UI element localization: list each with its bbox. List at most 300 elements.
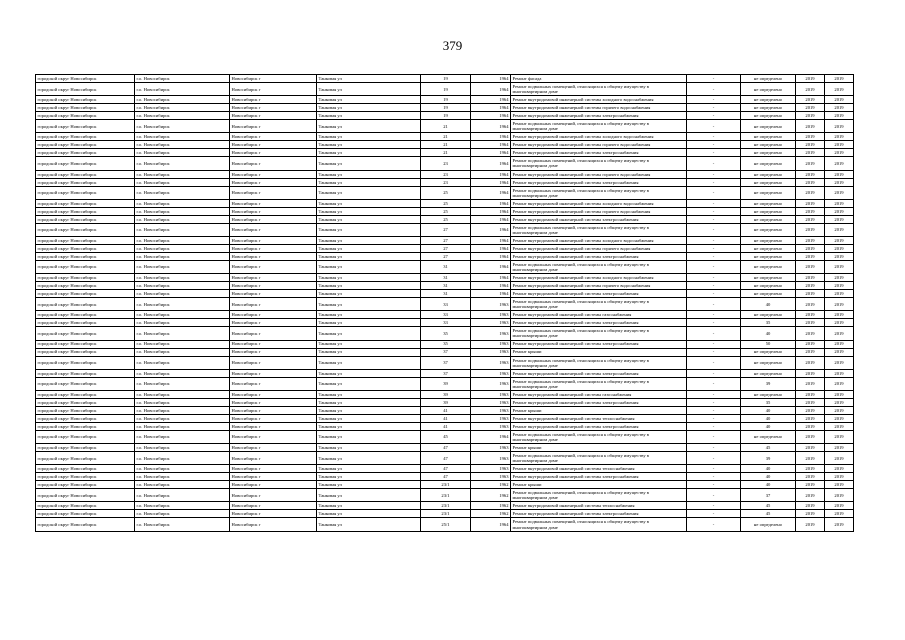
street-cell: Танковая ул xyxy=(317,422,421,430)
work-type-cell: Ремонт подвальных помещений, относящихся к общему имуществу в многоквартирном доме xyxy=(511,356,687,369)
build-year-cell: 1964 xyxy=(471,96,511,104)
settlement-cell: г.о. Новосибирск xyxy=(135,252,230,260)
settlement-cell: г.о. Новосибирск xyxy=(135,186,230,199)
work-type-cell: Ремонт внутридомовой инженерной системы холодного водоснабжения xyxy=(511,236,687,244)
city-cell: Новосибирск г xyxy=(230,83,317,96)
street-cell: Танковая ул xyxy=(317,298,421,311)
build-year-cell: 1964 xyxy=(471,112,511,120)
district-cell: городской округ Новосибирск xyxy=(36,518,135,531)
work-type-cell: Ремонт внутридомовой инженерной системы электроснабжения xyxy=(511,473,687,481)
street-cell: Танковая ул xyxy=(317,502,421,510)
table-row xyxy=(36,510,854,518)
city-cell: Новосибирск г xyxy=(230,489,317,502)
plan-year-end-cell: 2019 xyxy=(825,244,854,252)
plan-year-start-cell: 2019 xyxy=(796,377,825,390)
plan-year-start-cell: 2019 xyxy=(796,311,825,319)
build-year-cell: 1963 xyxy=(471,465,511,473)
value-cell: не определено xyxy=(741,260,796,273)
settlement-cell: г.о. Новосибирск xyxy=(135,390,230,398)
plan-year-start-cell: 2019 xyxy=(796,244,825,252)
street-cell: Танковая ул xyxy=(317,170,421,178)
district-cell: городской округ Новосибирск xyxy=(36,282,135,290)
table-row xyxy=(36,260,854,273)
work-type-cell: Ремонт подвальных помещений, относящихся к общему имуществу в многоквартирном доме xyxy=(511,223,687,236)
street-cell: Танковая ул xyxy=(317,489,421,502)
build-year-cell: 1963 xyxy=(471,327,511,340)
value-cell: не определено xyxy=(741,311,796,319)
house-number-cell: 35 xyxy=(421,327,471,340)
district-cell: городской округ Новосибирск xyxy=(36,452,135,465)
work-type-cell: Ремонт внутридомовой инженерной системы холодного водоснабжения xyxy=(511,96,687,104)
work-type-cell: Ремонт внутридомовой инженерной системы электроснабжения xyxy=(511,290,687,298)
build-year-cell: 1964 xyxy=(471,274,511,282)
settlement-cell: г.о. Новосибирск xyxy=(135,199,230,207)
plan-year-end-cell: 2019 xyxy=(825,282,854,290)
table-row xyxy=(36,356,854,369)
mark-cell: - xyxy=(687,141,741,149)
city-cell: Новосибирск г xyxy=(230,414,317,422)
build-year-cell: 1964 xyxy=(471,170,511,178)
plan-year-end-cell: 2019 xyxy=(825,430,854,443)
city-cell: Новосибирск г xyxy=(230,274,317,282)
plan-year-start-cell: 2019 xyxy=(796,252,825,260)
build-year-cell: 1963 xyxy=(471,414,511,422)
work-type-cell: Ремонт внутридомовой инженерной системы теплоснабжения xyxy=(511,465,687,473)
plan-year-start-cell: 2019 xyxy=(796,369,825,377)
street-cell: Танковая ул xyxy=(317,236,421,244)
house-number-cell: 37 xyxy=(421,356,471,369)
plan-year-end-cell: 2019 xyxy=(825,444,854,452)
work-type-cell: Ремонт подвальных помещений, относящихся к общему имуществу в многоквартирном доме xyxy=(511,518,687,531)
plan-year-end-cell: 2019 xyxy=(825,452,854,465)
street-cell: Танковая ул xyxy=(317,157,421,170)
house-number-cell: 19 xyxy=(421,104,471,112)
house-number-cell: 25/1 xyxy=(421,518,471,531)
house-number-cell: 21 xyxy=(421,133,471,141)
work-type-cell: Ремонт внутридомовой инженерной системы электроснабжения xyxy=(511,422,687,430)
city-cell: Новосибирск г xyxy=(230,75,317,83)
table-row xyxy=(36,422,854,430)
value-cell: не определено xyxy=(741,390,796,398)
plan-year-start-cell: 2019 xyxy=(796,327,825,340)
plan-year-start-cell: 2019 xyxy=(796,282,825,290)
table-row xyxy=(36,244,854,252)
city-cell: Новосибирск г xyxy=(230,120,317,133)
plan-year-end-cell: 2019 xyxy=(825,252,854,260)
mark-cell: - xyxy=(687,96,741,104)
house-number-cell: 45 xyxy=(421,430,471,443)
plan-year-end-cell: 2019 xyxy=(825,422,854,430)
settlement-cell: г.о. Новосибирск xyxy=(135,104,230,112)
value-cell: не определено xyxy=(741,430,796,443)
city-cell: Новосибирск г xyxy=(230,327,317,340)
house-number-cell: 33 xyxy=(421,298,471,311)
table-row xyxy=(36,390,854,398)
work-type-cell: Ремонт внутридомовой инженерной системы электроснабжения xyxy=(511,149,687,157)
street-cell: Танковая ул xyxy=(317,290,421,298)
district-cell: городской округ Новосибирск xyxy=(36,356,135,369)
plan-year-end-cell: 2019 xyxy=(825,390,854,398)
work-type-cell: Ремонт внутридомовой инженерной системы холодного водоснабжения xyxy=(511,199,687,207)
city-cell: Новосибирск г xyxy=(230,260,317,273)
value-cell: не определено xyxy=(741,104,796,112)
settlement-cell: г.о. Новосибирск xyxy=(135,290,230,298)
work-type-cell: Ремонт подвальных помещений, относящихся к общему имуществу в многоквартирном доме xyxy=(511,377,687,390)
table-row xyxy=(36,298,854,311)
plan-year-start-cell: 2019 xyxy=(796,75,825,83)
work-type-cell: Ремонт внутридомовой инженерной системы горячего водоснабжения xyxy=(511,244,687,252)
settlement-cell: г.о. Новосибирск xyxy=(135,430,230,443)
mark-cell: - xyxy=(687,112,741,120)
plan-year-start-cell: 2019 xyxy=(796,260,825,273)
mark-cell: - xyxy=(687,274,741,282)
plan-year-start-cell: 2019 xyxy=(796,481,825,489)
mark-cell: - xyxy=(687,518,741,531)
city-cell: Новосибирск г xyxy=(230,502,317,510)
settlement-cell: г.о. Новосибирск xyxy=(135,274,230,282)
plan-year-start-cell: 2019 xyxy=(796,178,825,186)
settlement-cell: г.о. Новосибирск xyxy=(135,518,230,531)
plan-year-end-cell: 2019 xyxy=(825,502,854,510)
street-cell: Танковая ул xyxy=(317,414,421,422)
district-cell: городской округ Новосибирск xyxy=(36,502,135,510)
city-cell: Новосибирск г xyxy=(230,252,317,260)
value-cell: 35 xyxy=(741,319,796,327)
build-year-cell: 1963 xyxy=(471,319,511,327)
plan-year-end-cell: 2019 xyxy=(825,236,854,244)
settlement-cell: г.о. Новосибирск xyxy=(135,223,230,236)
value-cell: 39 xyxy=(741,452,796,465)
district-cell: городской округ Новосибирск xyxy=(36,207,135,215)
street-cell: Танковая ул xyxy=(317,348,421,356)
value-cell: не определено xyxy=(741,120,796,133)
house-number-cell: 23/1 xyxy=(421,510,471,518)
district-cell: городской округ Новосибирск xyxy=(36,311,135,319)
plan-year-end-cell: 2019 xyxy=(825,414,854,422)
build-year-cell: 1963 xyxy=(471,444,511,452)
house-number-cell: 25 xyxy=(421,207,471,215)
city-cell: Новосибирск г xyxy=(230,236,317,244)
district-cell: городской округ Новосибирск xyxy=(36,157,135,170)
mark-cell: - xyxy=(687,422,741,430)
build-year-cell: 1964 xyxy=(471,178,511,186)
street-cell: Танковая ул xyxy=(317,406,421,414)
table-row xyxy=(36,83,854,96)
value-cell: 40 xyxy=(741,298,796,311)
settlement-cell: г.о. Новосибирск xyxy=(135,398,230,406)
settlement-cell: г.о. Новосибирск xyxy=(135,422,230,430)
settlement-cell: г.о. Новосибирск xyxy=(135,215,230,223)
build-year-cell: 1963 xyxy=(471,356,511,369)
plan-year-start-cell: 2019 xyxy=(796,489,825,502)
build-year-cell: 1963 xyxy=(471,422,511,430)
value-cell: 45 xyxy=(741,510,796,518)
city-cell: Новосибирск г xyxy=(230,157,317,170)
plan-year-end-cell: 2019 xyxy=(825,215,854,223)
table-row xyxy=(36,452,854,465)
street-cell: Танковая ул xyxy=(317,186,421,199)
plan-year-start-cell: 2019 xyxy=(796,112,825,120)
city-cell: Новосибирск г xyxy=(230,481,317,489)
table-row xyxy=(36,502,854,510)
mark-cell: - xyxy=(687,133,741,141)
plan-year-start-cell: 2019 xyxy=(796,83,825,96)
street-cell: Танковая ул xyxy=(317,178,421,186)
plan-year-end-cell: 2019 xyxy=(825,298,854,311)
house-number-cell: 23/1 xyxy=(421,502,471,510)
mark-cell: - xyxy=(687,83,741,96)
street-cell: Танковая ул xyxy=(317,282,421,290)
settlement-cell: г.о. Новосибирск xyxy=(135,348,230,356)
build-year-cell: 1964 xyxy=(471,223,511,236)
build-year-cell: 1962 xyxy=(471,502,511,510)
city-cell: Новосибирск г xyxy=(230,319,317,327)
city-cell: Новосибирск г xyxy=(230,510,317,518)
work-type-cell: Ремонт внутридомовой инженерной системы электроснабжения xyxy=(511,319,687,327)
plan-year-end-cell: 2019 xyxy=(825,178,854,186)
city-cell: Новосибирск г xyxy=(230,356,317,369)
plan-year-start-cell: 2019 xyxy=(796,96,825,104)
plan-year-end-cell: 2019 xyxy=(825,481,854,489)
city-cell: Новосибирск г xyxy=(230,290,317,298)
settlement-cell: г.о. Новосибирск xyxy=(135,414,230,422)
plan-year-end-cell: 2019 xyxy=(825,348,854,356)
plan-year-start-cell: 2019 xyxy=(796,298,825,311)
city-cell: Новосибирск г xyxy=(230,406,317,414)
city-cell: Новосибирск г xyxy=(230,298,317,311)
table-row xyxy=(36,120,854,133)
street-cell: Танковая ул xyxy=(317,252,421,260)
district-cell: городской округ Новосибирск xyxy=(36,290,135,298)
mark-cell: - xyxy=(687,340,741,348)
table-row xyxy=(36,340,854,348)
build-year-cell: 1963 xyxy=(471,473,511,481)
work-type-cell: Ремонт внутридомовой инженерной системы теплоснабжения xyxy=(511,502,687,510)
district-cell: городской округ Новосибирск xyxy=(36,186,135,199)
work-type-cell: Ремонт внутридомовой инженерной системы горячего водоснабжения xyxy=(511,141,687,149)
build-year-cell: 1964 xyxy=(471,290,511,298)
work-type-cell: Ремонт подвальных помещений, относящихся к общему имуществу в многоквартирном доме xyxy=(511,327,687,340)
district-cell: городской округ Новосибирск xyxy=(36,377,135,390)
plan-year-start-cell: 2019 xyxy=(796,215,825,223)
house-number-cell: 23 xyxy=(421,178,471,186)
mark-cell: - xyxy=(687,356,741,369)
plan-year-start-cell: 2019 xyxy=(796,236,825,244)
city-cell: Новосибирск г xyxy=(230,141,317,149)
value-cell: 40 xyxy=(741,414,796,422)
table-row xyxy=(36,377,854,390)
value-cell: не определено xyxy=(741,75,796,83)
work-type-cell: Ремонт внутридомовой инженерной системы электроснабжения xyxy=(511,252,687,260)
value-cell: не определено xyxy=(741,186,796,199)
district-cell: городской округ Новосибирск xyxy=(36,199,135,207)
settlement-cell: г.о. Новосибирск xyxy=(135,465,230,473)
build-year-cell: 1963 xyxy=(471,311,511,319)
plan-year-start-cell: 2019 xyxy=(796,133,825,141)
plan-year-start-cell: 2019 xyxy=(796,348,825,356)
work-type-cell: Ремонт внутридомовой инженерной системы электроснабжения xyxy=(511,510,687,518)
build-year-cell: 1964 xyxy=(471,244,511,252)
street-cell: Танковая ул xyxy=(317,83,421,96)
work-type-cell: Ремонт подвальных помещений, относящихся к общему имуществу в многоквартирном доме xyxy=(511,186,687,199)
house-number-cell: 39 xyxy=(421,398,471,406)
value-cell: не определено xyxy=(741,348,796,356)
plan-year-end-cell: 2019 xyxy=(825,133,854,141)
table-row xyxy=(36,414,854,422)
settlement-cell: г.о. Новосибирск xyxy=(135,244,230,252)
house-number-cell: 21 xyxy=(421,120,471,133)
district-cell: городской округ Новосибирск xyxy=(36,170,135,178)
table-row xyxy=(36,112,854,120)
plan-year-end-cell: 2019 xyxy=(825,489,854,502)
work-type-cell: Ремонт внутридомовой инженерной системы горячего водоснабжения xyxy=(511,207,687,215)
mark-cell: - xyxy=(687,215,741,223)
city-cell: Новосибирск г xyxy=(230,223,317,236)
house-number-cell: 47 xyxy=(421,473,471,481)
settlement-cell: г.о. Новосибирск xyxy=(135,356,230,369)
district-cell: городской округ Новосибирск xyxy=(36,422,135,430)
work-type-cell: Ремонт подвальных помещений, относящихся к общему имуществу в многоквартирном доме xyxy=(511,260,687,273)
plan-year-end-cell: 2019 xyxy=(825,260,854,273)
settlement-cell: г.о. Новосибирск xyxy=(135,75,230,83)
plan-year-start-cell: 2019 xyxy=(796,274,825,282)
city-cell: Новосибирск г xyxy=(230,186,317,199)
street-cell: Танковая ул xyxy=(317,141,421,149)
city-cell: Новосибирск г xyxy=(230,96,317,104)
build-year-cell: 1964 xyxy=(471,518,511,531)
work-type-cell: Ремонт подвальных помещений, относящихся к общему имуществу в многоквартирном доме xyxy=(511,120,687,133)
mark-cell: - xyxy=(687,444,741,452)
build-year-cell: 1964 xyxy=(471,133,511,141)
plan-year-end-cell: 2019 xyxy=(825,223,854,236)
plan-year-start-cell: 2019 xyxy=(796,340,825,348)
street-cell: Танковая ул xyxy=(317,465,421,473)
table-row xyxy=(36,215,854,223)
settlement-cell: г.о. Новосибирск xyxy=(135,260,230,273)
mark-cell: - xyxy=(687,149,741,157)
value-cell: 40 xyxy=(741,465,796,473)
build-year-cell: 1963 xyxy=(471,298,511,311)
work-type-cell: Ремонт внутридомовой инженерной системы электроснабжения xyxy=(511,369,687,377)
plan-year-start-cell: 2019 xyxy=(796,502,825,510)
build-year-cell: 1964 xyxy=(471,430,511,443)
work-type-cell: Ремонт подвальных помещений, относящихся к общему имуществу в многоквартирном доме xyxy=(511,430,687,443)
build-year-cell: 1964 xyxy=(471,104,511,112)
street-cell: Танковая ул xyxy=(317,444,421,452)
plan-year-start-cell: 2019 xyxy=(796,465,825,473)
house-number-cell: 39 xyxy=(421,377,471,390)
district-cell: городской округ Новосибирск xyxy=(36,260,135,273)
house-number-cell: 47 xyxy=(421,452,471,465)
table-row xyxy=(36,319,854,327)
street-cell: Танковая ул xyxy=(317,311,421,319)
plan-year-start-cell: 2019 xyxy=(796,170,825,178)
build-year-cell: 1964 xyxy=(471,260,511,273)
settlement-cell: г.о. Новосибирск xyxy=(135,96,230,104)
street-cell: Танковая ул xyxy=(317,274,421,282)
plan-year-end-cell: 2019 xyxy=(825,149,854,157)
district-cell: городской округ Новосибирск xyxy=(36,398,135,406)
value-cell: 37 xyxy=(741,489,796,502)
city-cell: Новосибирск г xyxy=(230,215,317,223)
plan-year-end-cell: 2019 xyxy=(825,340,854,348)
city-cell: Новосибирск г xyxy=(230,369,317,377)
house-number-cell: 31 xyxy=(421,290,471,298)
city-cell: Новосибирск г xyxy=(230,430,317,443)
value-cell: 39 xyxy=(741,377,796,390)
value-cell: не определено xyxy=(741,518,796,531)
district-cell: городской округ Новосибирск xyxy=(36,473,135,481)
value-cell: не определено xyxy=(741,170,796,178)
city-cell: Новосибирск г xyxy=(230,133,317,141)
district-cell: городской округ Новосибирск xyxy=(36,406,135,414)
mark-cell: - xyxy=(687,465,741,473)
value-cell: не определено xyxy=(741,141,796,149)
city-cell: Новосибирск г xyxy=(230,207,317,215)
build-year-cell: 1963 xyxy=(471,377,511,390)
table-row xyxy=(36,133,854,141)
mark-cell: - xyxy=(687,377,741,390)
plan-year-start-cell: 2019 xyxy=(796,356,825,369)
build-year-cell: 1962 xyxy=(471,510,511,518)
city-cell: Новосибирск г xyxy=(230,398,317,406)
house-number-cell: 41 xyxy=(421,422,471,430)
build-year-cell: 1963 xyxy=(471,390,511,398)
plan-year-end-cell: 2019 xyxy=(825,290,854,298)
street-cell: Танковая ул xyxy=(317,356,421,369)
plan-year-start-cell: 2019 xyxy=(796,149,825,157)
settlement-cell: г.о. Новосибирск xyxy=(135,236,230,244)
plan-year-start-cell: 2019 xyxy=(796,518,825,531)
mark-cell: - xyxy=(687,319,741,327)
house-number-cell: 19 xyxy=(421,112,471,120)
table-row xyxy=(36,170,854,178)
value-cell: не определено xyxy=(741,83,796,96)
build-year-cell: 1964 xyxy=(471,236,511,244)
plan-year-start-cell: 2019 xyxy=(796,452,825,465)
value-cell: 40 xyxy=(741,327,796,340)
table-row xyxy=(36,465,854,473)
city-cell: Новосибирск г xyxy=(230,422,317,430)
plan-year-start-cell: 2019 xyxy=(796,141,825,149)
value-cell: не определено xyxy=(741,356,796,369)
build-year-cell: 1964 xyxy=(471,141,511,149)
plan-year-end-cell: 2019 xyxy=(825,465,854,473)
build-year-cell: 1963 xyxy=(471,452,511,465)
work-type-cell: Ремонт внутридомовой инженерной системы электроснабжения xyxy=(511,340,687,348)
plan-year-end-cell: 2019 xyxy=(825,311,854,319)
table-row xyxy=(36,178,854,186)
district-cell: городской округ Новосибирск xyxy=(36,112,135,120)
build-year-cell: 1964 xyxy=(471,157,511,170)
house-number-cell: 39 xyxy=(421,390,471,398)
plan-year-end-cell: 2019 xyxy=(825,406,854,414)
house-number-cell: 21 xyxy=(421,149,471,157)
work-type-cell: Ремонт крыши xyxy=(511,481,687,489)
work-type-cell: Ремонт внутридомовой инженерной системы холодного водоснабжения xyxy=(511,133,687,141)
table-row xyxy=(36,157,854,170)
plan-year-start-cell: 2019 xyxy=(796,104,825,112)
table-row xyxy=(36,207,854,215)
settlement-cell: г.о. Новосибирск xyxy=(135,298,230,311)
district-cell: городской округ Новосибирск xyxy=(36,390,135,398)
value-cell: не определено xyxy=(741,112,796,120)
house-number-cell: 27 xyxy=(421,223,471,236)
mark-cell: - xyxy=(687,207,741,215)
table-row xyxy=(36,290,854,298)
work-type-cell: Ремонт подвальных помещений, относящихся к общему имуществу в многоквартирном доме xyxy=(511,83,687,96)
settlement-cell: г.о. Новосибирск xyxy=(135,502,230,510)
